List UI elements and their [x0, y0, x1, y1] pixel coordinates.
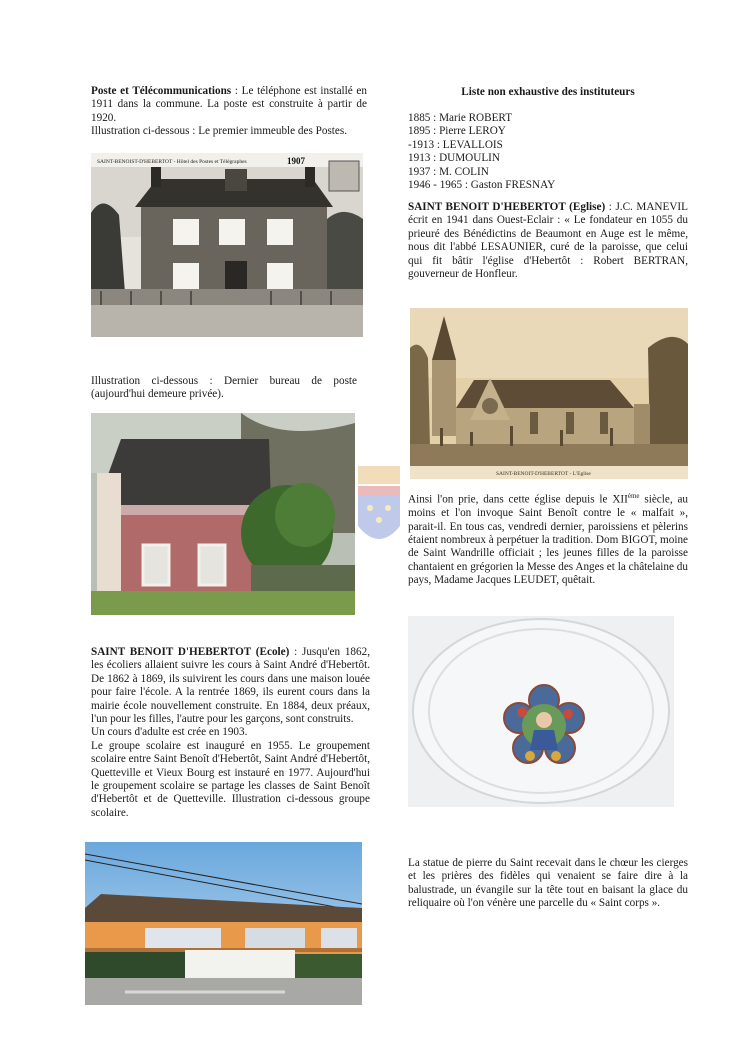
postcard-first-post-office: [91, 153, 363, 337]
eglise-paragraph: [408, 201, 688, 281]
priere-pre: Ainsi l'on prie, dans cette église depuis le XII: [408, 493, 628, 506]
ecole-paragraph: [91, 646, 370, 820]
poste-caption: Illustration ci-dessous : Le premier immeuble des Postes.: [91, 125, 348, 138]
list-item: 1895 : Pierre LEROY: [408, 125, 506, 138]
ecole-heading: SAINT BENOIT D'HEBERTOT (Ecole): [91, 646, 290, 658]
church-postcard-caption: SAINT-BENOIT-D'HEBERTOT - L'Eglise: [496, 471, 591, 477]
eglise-text: : J.C. MANEVIL écrit en 1941 dans Ouest-Eclair : « Le fondateur en 1055 du prieuré des Bénédictins de Beaumont en Auge est le même, nous dit l'abbé LESAUNIER, curé de la paroisse, que celui qui fit bâtir l'église d'Hebertôt : Robert BERTRAN, gouverneur de Honfleur.: [408, 201, 688, 281]
photo-school-group: [85, 842, 362, 1005]
list-item: -1913 : LEVALLOIS: [408, 138, 503, 151]
priere-paragraph: [408, 490, 688, 588]
poste-paragraph: [91, 85, 367, 139]
crest-watermark: [354, 466, 404, 554]
postcard-banner: SAINT-BENOIST-D'HEBERTOT - Hôtel des Postes et Télégraphes: [97, 159, 247, 165]
list-item: 1885 : Marie ROBERT: [408, 112, 513, 124]
list-item: 1937 : M. COLIN: [408, 165, 489, 178]
priere-sup: ème: [627, 492, 640, 500]
teachers-list: [408, 112, 688, 192]
poste-text: : Le téléphone est installé en 1911 dans la commune. La poste est construite à partir de 1920.: [91, 85, 367, 124]
list-item: 1946 - 1965 : Gaston FRESNAY: [408, 179, 556, 192]
ecole-text: : Jusqu'en 1862, les écoliers allaient suivre les cours à Saint André d'Hebertôt. De 1862 à 1869, ils suivirent les cours dans une maison louée pour faire l'école. A la rentrée 1869, ils eurent cours dans la mairie école nouvellement construite. En 1884, deux préaux, l'un pour les filles, l'autre pour les garçons, sont construits.: [91, 646, 370, 726]
photo-rose-window: [408, 616, 674, 807]
teachers-title: Liste non exhaustive des instituteurs: [461, 86, 635, 98]
list-item: 1913 : DUMOULIN: [408, 152, 500, 165]
poste-heading: Poste et Télécommunications: [91, 85, 232, 97]
postcard-church: [410, 308, 688, 479]
bureau-caption: Illustration ci-dessous : Dernier bureau de poste (aujourd'hui demeure privée).: [91, 375, 357, 401]
eglise-heading: SAINT BENOIT D'HEBERTOT (Eglise): [408, 201, 606, 213]
ecole-p2: Un cours d'adulte est crée en 1903.: [91, 726, 248, 739]
postcard-year: 1907: [287, 156, 305, 166]
statue-paragraph: La statue de pierre du Saint recevait dans le chœur les cierges et les prières des fidèles qui venaient se faire dire à la balustrade, un évangile sur la tête tout en baisant la glace du reliquaire où l'on vénère une parcelle du « Saint corps ».: [408, 857, 688, 910]
priere-post: siècle, au moins et l'on invoque Saint Benoît contre le « malfait », parait-il. En tous cas, vendredi dernier, paroissiens et pèlerins étaient nombreux à perpétuer la tradition. Dom BIGOT, moine de Saint Wandrille officiait ; les jeunes filles de la paroisse chantaient en grégorien la Messe des Anges et la châtelaine du pays, Madame Jacques LEUDET, quêtait.: [408, 493, 689, 587]
photo-last-post-office: [91, 413, 355, 615]
ecole-p3: Le groupe scolaire est inauguré en 1955. Le groupement scolaire entre Saint Benoît d'Hebertôt, Saint André d'Hebertôt, Quetteville et Vieux Bourg est instauré en 1977. Aujourd'hui le groupement scolaire se partage les classes de Saint Benoît d'Hebertôt et de Quetteville. Illustration ci-dessous groupe scolaire.: [91, 739, 370, 819]
